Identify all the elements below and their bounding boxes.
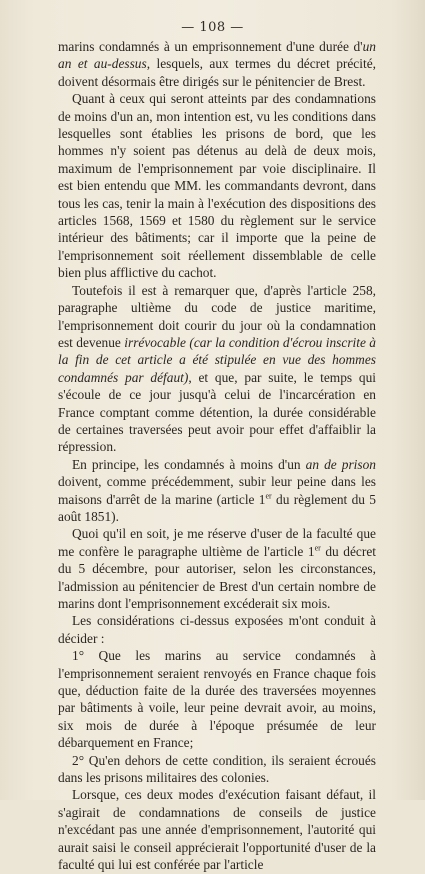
- text-run: du règlement du 5 août 1851).: [58, 491, 376, 524]
- paragraph: [58, 786, 376, 873]
- paragraph: [58, 647, 376, 751]
- paragraph: [58, 752, 376, 787]
- page-number: — 108 —: [181, 20, 244, 35]
- paragraph: [58, 525, 376, 612]
- text-run: 1° Que les marins au service condamnés à l'emprisonnement seraient renvoyés en France chaque fois que, déduction faite de la durée des traversées moyennes par bâtiments à voile, leur peine devrait avoir, au moins, six mois de durée à l'époque présumée de leur débarquement en France;: [58, 648, 376, 751]
- text-run: En principe, les condamnés à moins d'un: [72, 456, 306, 472]
- superscript: er: [314, 543, 321, 553]
- paragraph: [58, 90, 376, 281]
- italic-text: un an et au-dessus: [58, 39, 376, 72]
- paragraph: [58, 456, 376, 526]
- text-run: Quant à ceux qui seront atteints par des condamnations de moins d'un an, mon intention est, vu les conditions dans lesquelles sont établies les prisons de bord, que les hommes n'y soient pas détenus au delà de deux mois, maximum de l'emprisonnement par voie disciplinaire. Il est bien entendu que MM. les commandants devront, dans tous les cas, tenir la main à l'exécution des dispositions des articles 1568, 1569 et 1580 du règlement sur le service intérieur des bâtiments; car il importe que la peine de l'emprisonnement soit réellement dissemblable de celle bien plus afflictive du cachot.: [58, 91, 376, 281]
- paragraph: [58, 38, 376, 90]
- text-run: marins condamnés à un emprisonnement d'une durée d': [58, 39, 363, 54]
- text-run: Lorsque, ces deux modes d'exécution faisant défaut, il s'agirait de condamnations de conseils de justice n'excédant pas une année d'emprisonnement, l'autorité qui aurait saisi le conseil apprécierait l'opportunité d'user de la faculté qui lui est conférée par l'article: [58, 787, 376, 873]
- text-run: , et que, par suite, le temps qui s'écoule de ce jour jusqu'à celui de l'incarcération en France comptant comme détention, la durée considérable de certaines traversées peut avoir pour effet d'affaiblir la répression.: [58, 369, 376, 455]
- italic-text: irrévocable (car la condition d'écrou inscrite à la fin de cet article a été stipulée en vue des hommes condamnés par défaut): [58, 334, 377, 385]
- text-run: 2° Qu'en dehors de cette condition, ils seraient écroués dans les prisons militaires des colonies.: [58, 752, 376, 786]
- text-run: du décret du 5 décembre, pour autoriser, selon les circonstances, l'admission au pénitencier de Brest d'un certain nombre de marins dont l'emprisonnement excéderait six mois.: [58, 543, 376, 611]
- text-run: Quoi qu'il en soit, je me réserve d'user de la faculté que me confère le paragraphe ultième de l'article 1: [58, 526, 376, 559]
- text-run: Les considérations ci-dessus exposées m'ont conduit à décider :: [58, 613, 376, 646]
- text-run: doivent, comme précédemment, subir leur peine dans les maisons d'arrêt de la marine (article 1: [58, 474, 376, 507]
- superscript: er: [265, 491, 272, 501]
- text-run: , lesquels, aux termes du décret précité, doivent désormais être dirigés sur le pénitencier de Brest.: [58, 56, 376, 89]
- paragraph: [58, 282, 376, 456]
- italic-text: an de prison: [305, 456, 376, 472]
- paragraph: [58, 612, 376, 647]
- text-run: Toutefois il est à remarquer que, d'après l'article 258, paragraphe ultième du code de justice maritime, l'emprisonnement doit courir du jour où la condamnation est devenue: [58, 282, 376, 350]
- body-text: [58, 38, 376, 874]
